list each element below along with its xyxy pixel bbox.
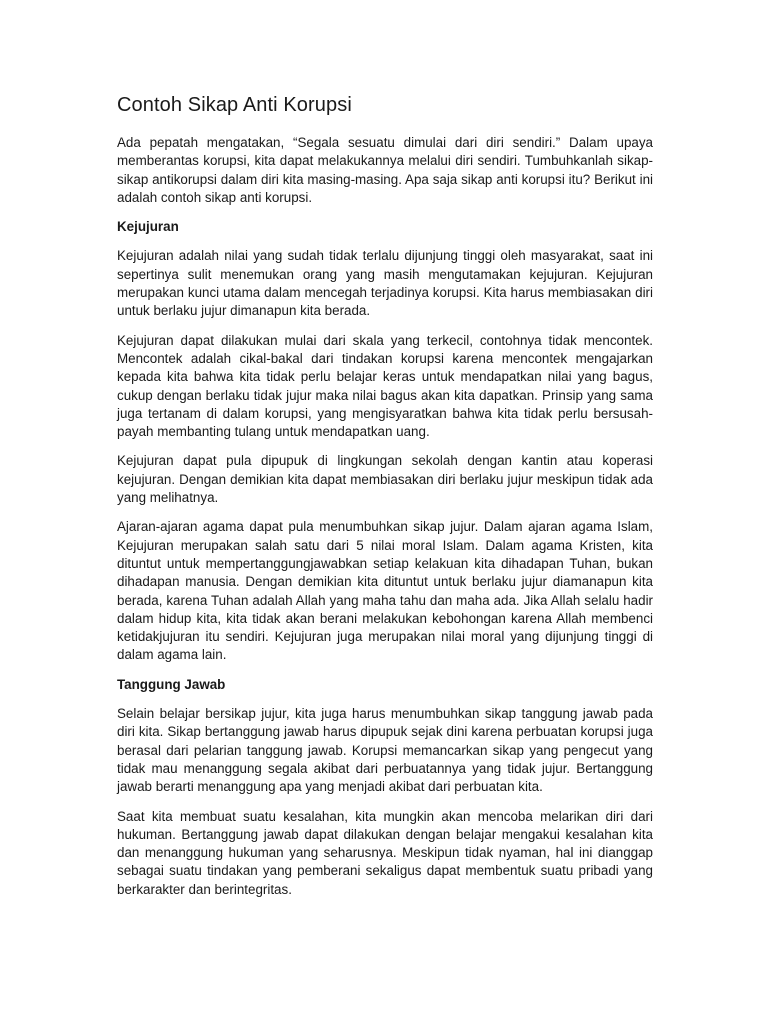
- paragraph: Saat kita membuat suatu kesalahan, kita mungkin akan mencoba melarikan diri dari hukuman. Bertanggung jawab dapat dilakukan dengan belajar mengakui kesalahan kita dan menanggung hukuman yang seharusnya. Meskipun tidak nyaman, hal ini dianggap sebagai suatu tindakan yang pemberani sekaligus dapat membentuk suatu pribadi yang berkarakter dan berintegritas.: [117, 808, 653, 897]
- paragraph: Kejujuran dapat pula dipupuk di lingkungan sekolah dengan kantin atau koperasi kejujuran. Dengan demikian kita dapat membiasakan diri berlaku jujur meskipun tidak ada yang melihatnya.: [117, 453, 653, 506]
- paragraph: Selain belajar bersikap jujur, kita juga harus menumbuhkan sikap tanggung jawab pada diri kita. Sikap bertanggung jawab harus dipupuk sejak dini karena perbuatan korupsi juga berasal dari pelarian tanggung jawab. Korupsi memancarkan sikap yang pengecut yang tidak mau menanggung segala akibat dari perbuatannya yang tidak jujur. Bertanggung jawab berarti menanggung apa yang menjadi akibat dari perbuatan kita.: [117, 706, 653, 795]
- paragraph: Kejujuran dapat dilakukan mulai dari skala yang terkecil, contohnya tidak mencontek. Mencontek adalah cikal-bakal dari tindakan korupsi karena mencontek mengajarkan kepada kita bahwa kita tidak perlu belajar keras untuk mendapatkan nilai yang bagus, cukup dengan berlaku tidak jujur maka nilai bagus akan kita dapatkan. Prinsip yang sama juga tertanam di dalam korupsi, yang mengisyaratkan bahwa kita tidak perlu bersusah-payah membanting tulang untuk mendapatkan uang.: [117, 332, 653, 440]
- page-title: Contoh Sikap Anti Korupsi: [117, 94, 352, 116]
- intro-paragraph: Ada pepatah mengatakan, “Segala sesuatu dimulai dari diri sendiri.” Dalam upaya memberantas korupsi, kita dapat melakukannya melalui diri sendiri. Tumbuhkanlah sikap-sikap antikorupsi dalam diri kita masing-masing. Apa saja sikap anti korupsi itu? Berikut ini adalah contoh sikap anti korupsi.: [117, 135, 653, 205]
- paragraph: Ajaran-ajaran agama dapat pula menumbuhkan sikap jujur. Dalam ajaran agama Islam, Kejujuran merupakan salah satu dari 5 nilai moral Islam. Dalam agama Kristen, kita dituntut untuk mempertanggungjawabkan setiap kelakuan kita dihadapan Tuhan, bukan dihadapan manusia. Dengan demikian kita dituntut untuk berlaku jujur diamanapun kita berada, karena Tuhan adalah Allah yang maha tahu dan maha ada. Jika Allah selalu hadir dalam hidup kita, kita tidak akan berani melakukan kebohongan karena Allah membenci ketidakjujuran itu sendiri. Kejujuran juga merupakan nilai moral yang dijunjung tinggi di dalam agama lain.: [117, 519, 653, 663]
- paragraph: Kejujuran adalah nilai yang sudah tidak terlalu dijunjung tinggi oleh masyarakat, saat ini sepertinya sulit menemukan orang yang masih mengutamakan kejujuran. Kejujuran merupakan kunci utama dalam mencegah terjadinya korupsi. Kita harus membiasakan diri untuk berlaku jujur dimanapun kita berada.: [117, 248, 653, 319]
- document-page: [117, 92, 653, 910]
- section-heading-tanggung-jawab: Tanggung Jawab: [117, 676, 226, 692]
- section-heading-kejujuran: Kejujuran: [117, 219, 179, 235]
